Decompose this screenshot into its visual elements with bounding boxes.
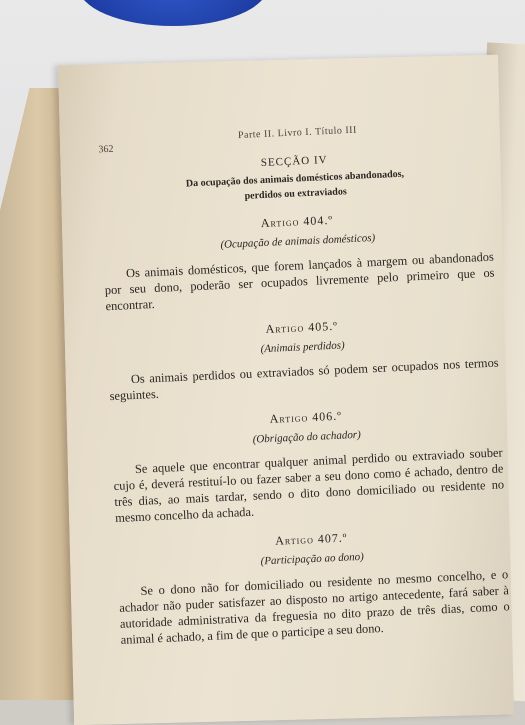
article-405 [107, 311, 500, 405]
article-epigraph: (Obrigação do achador) [252, 428, 362, 446]
article-epigraph: (Participação ao dono) [260, 550, 365, 568]
article-text: Se o dono não for domiciliado ou residente no mesmo concelho, e o achador não puder satisfazer ao disposto no artigo antecedente, fará saber à autoridade administrativa da freguesia no dito prazo de três dias, como o animal é achado, a fim de que o participe a seu dono. [118, 567, 510, 647]
section-subtitle-line-2: perdidos ou extraviados [244, 186, 347, 202]
article-404 [102, 205, 496, 315]
article-407 [116, 522, 510, 648]
book-page [58, 55, 514, 725]
article-text: Os animais perdidos ou extraviados só podem ser ocupados nos termos seguintes. [109, 355, 499, 404]
article-title: Artigo 406.º [269, 408, 343, 426]
article-epigraph: (Animais perdidos) [260, 339, 345, 356]
running-head: Parte II. Livro I. Título III [237, 124, 358, 142]
article-text: Os animais domésticos, que forem lançados à margem ou abandonados por seu dono, poderão ser ocupados livremente pelo primeiro que os encontrar. [104, 249, 495, 314]
article-epigraph: (Ocupação de animais domésticos) [220, 231, 376, 251]
article-title: Artigo 407.º [274, 530, 348, 548]
article-text: Se aquele que encontrar qualquer animal perdido ou extraviado souber cujo é, deverá restituí-lo ou fazer saber a seu dono como é achado, dentro de três dias, ao mais tardar, sendo o dito dono domiciliado ou residente no mesmo concelho da achada. [113, 445, 505, 526]
page-content [98, 117, 511, 648]
section-subtitle-line-1: Da ocupação dos animais domésticos abandonados, [185, 168, 405, 190]
article-406 [111, 400, 505, 526]
page-number: 362 [98, 143, 114, 156]
article-title: Artigo 405.º [265, 318, 339, 337]
section-title: SECÇÃO IV [260, 154, 328, 170]
article-title: Artigo 404.º [260, 212, 334, 231]
